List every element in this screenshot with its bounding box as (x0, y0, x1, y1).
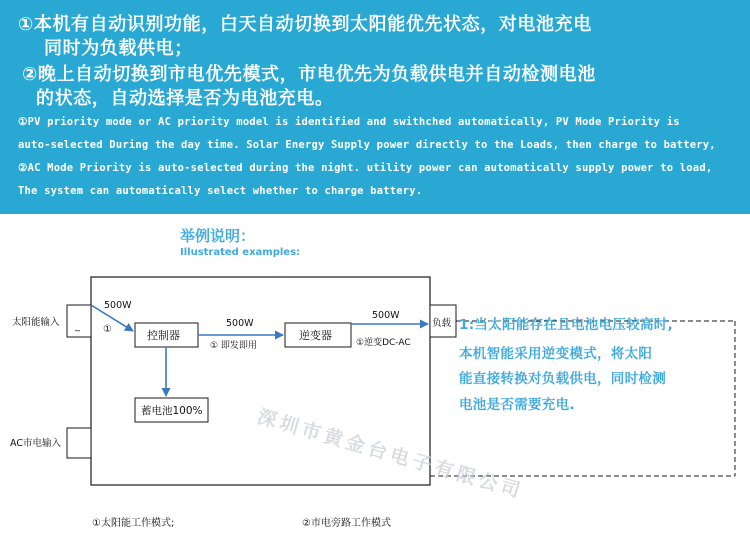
zh-line-3: ②晚上自动切换到市电优先模式，市电优先为负载供电并自动检测电池 (22, 64, 596, 85)
load-label: 负载 (432, 318, 452, 329)
power-label-solar: 500W (104, 300, 132, 311)
zh-line-2: 同时为负载供电； (44, 38, 193, 59)
examples-subtitle: Illustrated examples: (180, 247, 301, 258)
en-line-4: The system can automatically select whether to charge battery. (18, 185, 423, 197)
controller-label: 控制器 (147, 329, 180, 342)
note-line-1: 1:当太阳能存在且电池电压较高时, (459, 317, 674, 333)
power-label-inverter: 500W (372, 310, 400, 321)
ac-input-label: AC市电输入 (10, 438, 61, 449)
solar-input-mark: _ (75, 321, 80, 332)
battery-label: 蓄电池100% (141, 405, 203, 417)
zh-line-1: ①本机有自动识别功能，白天自动切换到太阳能优先状态，对电池充电 (18, 14, 592, 35)
solar-input-label: 太阳能输入 (12, 317, 60, 328)
note-line-2: 本机智能采用逆变模式，将太阳 (459, 346, 653, 362)
en-line-1: ①PV priority mode or AC priority model is identified and swithched automatically, PV Mode Priority is (18, 116, 680, 128)
inverter-label: 逆变器 (299, 329, 332, 342)
en-line-2: auto-selected During the day time. Solar Energy Supply power directly to the Loads, then charge to battery, (18, 139, 716, 151)
zh-line-4: 的状态，自动选择是否为电池充电。 (36, 88, 334, 109)
company-watermark: 深圳市黄金台电子有限公司 (254, 405, 527, 504)
note-line-3: 能直接转换对负载供电，同时检测 (459, 371, 666, 387)
mode-solar-caption: ①太阳能工作模式; (92, 518, 175, 529)
note-line-4: 电池是否需要充电. (459, 397, 575, 413)
step-label-controller: ① 即发即用 (210, 341, 257, 351)
step-label-solar: ① (103, 324, 112, 335)
en-line-3: ②AC Mode Priority is auto-selected during the night. utility power can automatically supply power to load, (18, 162, 713, 174)
mode-bypass-caption: ②市电旁路工作模式 (302, 518, 391, 529)
ac-input-terminal (67, 428, 91, 458)
examples-title: 举例说明： (180, 227, 256, 245)
step-label-inverter: ①逆变DC-AC (356, 338, 411, 348)
power-label-controller: 500W (226, 318, 254, 329)
